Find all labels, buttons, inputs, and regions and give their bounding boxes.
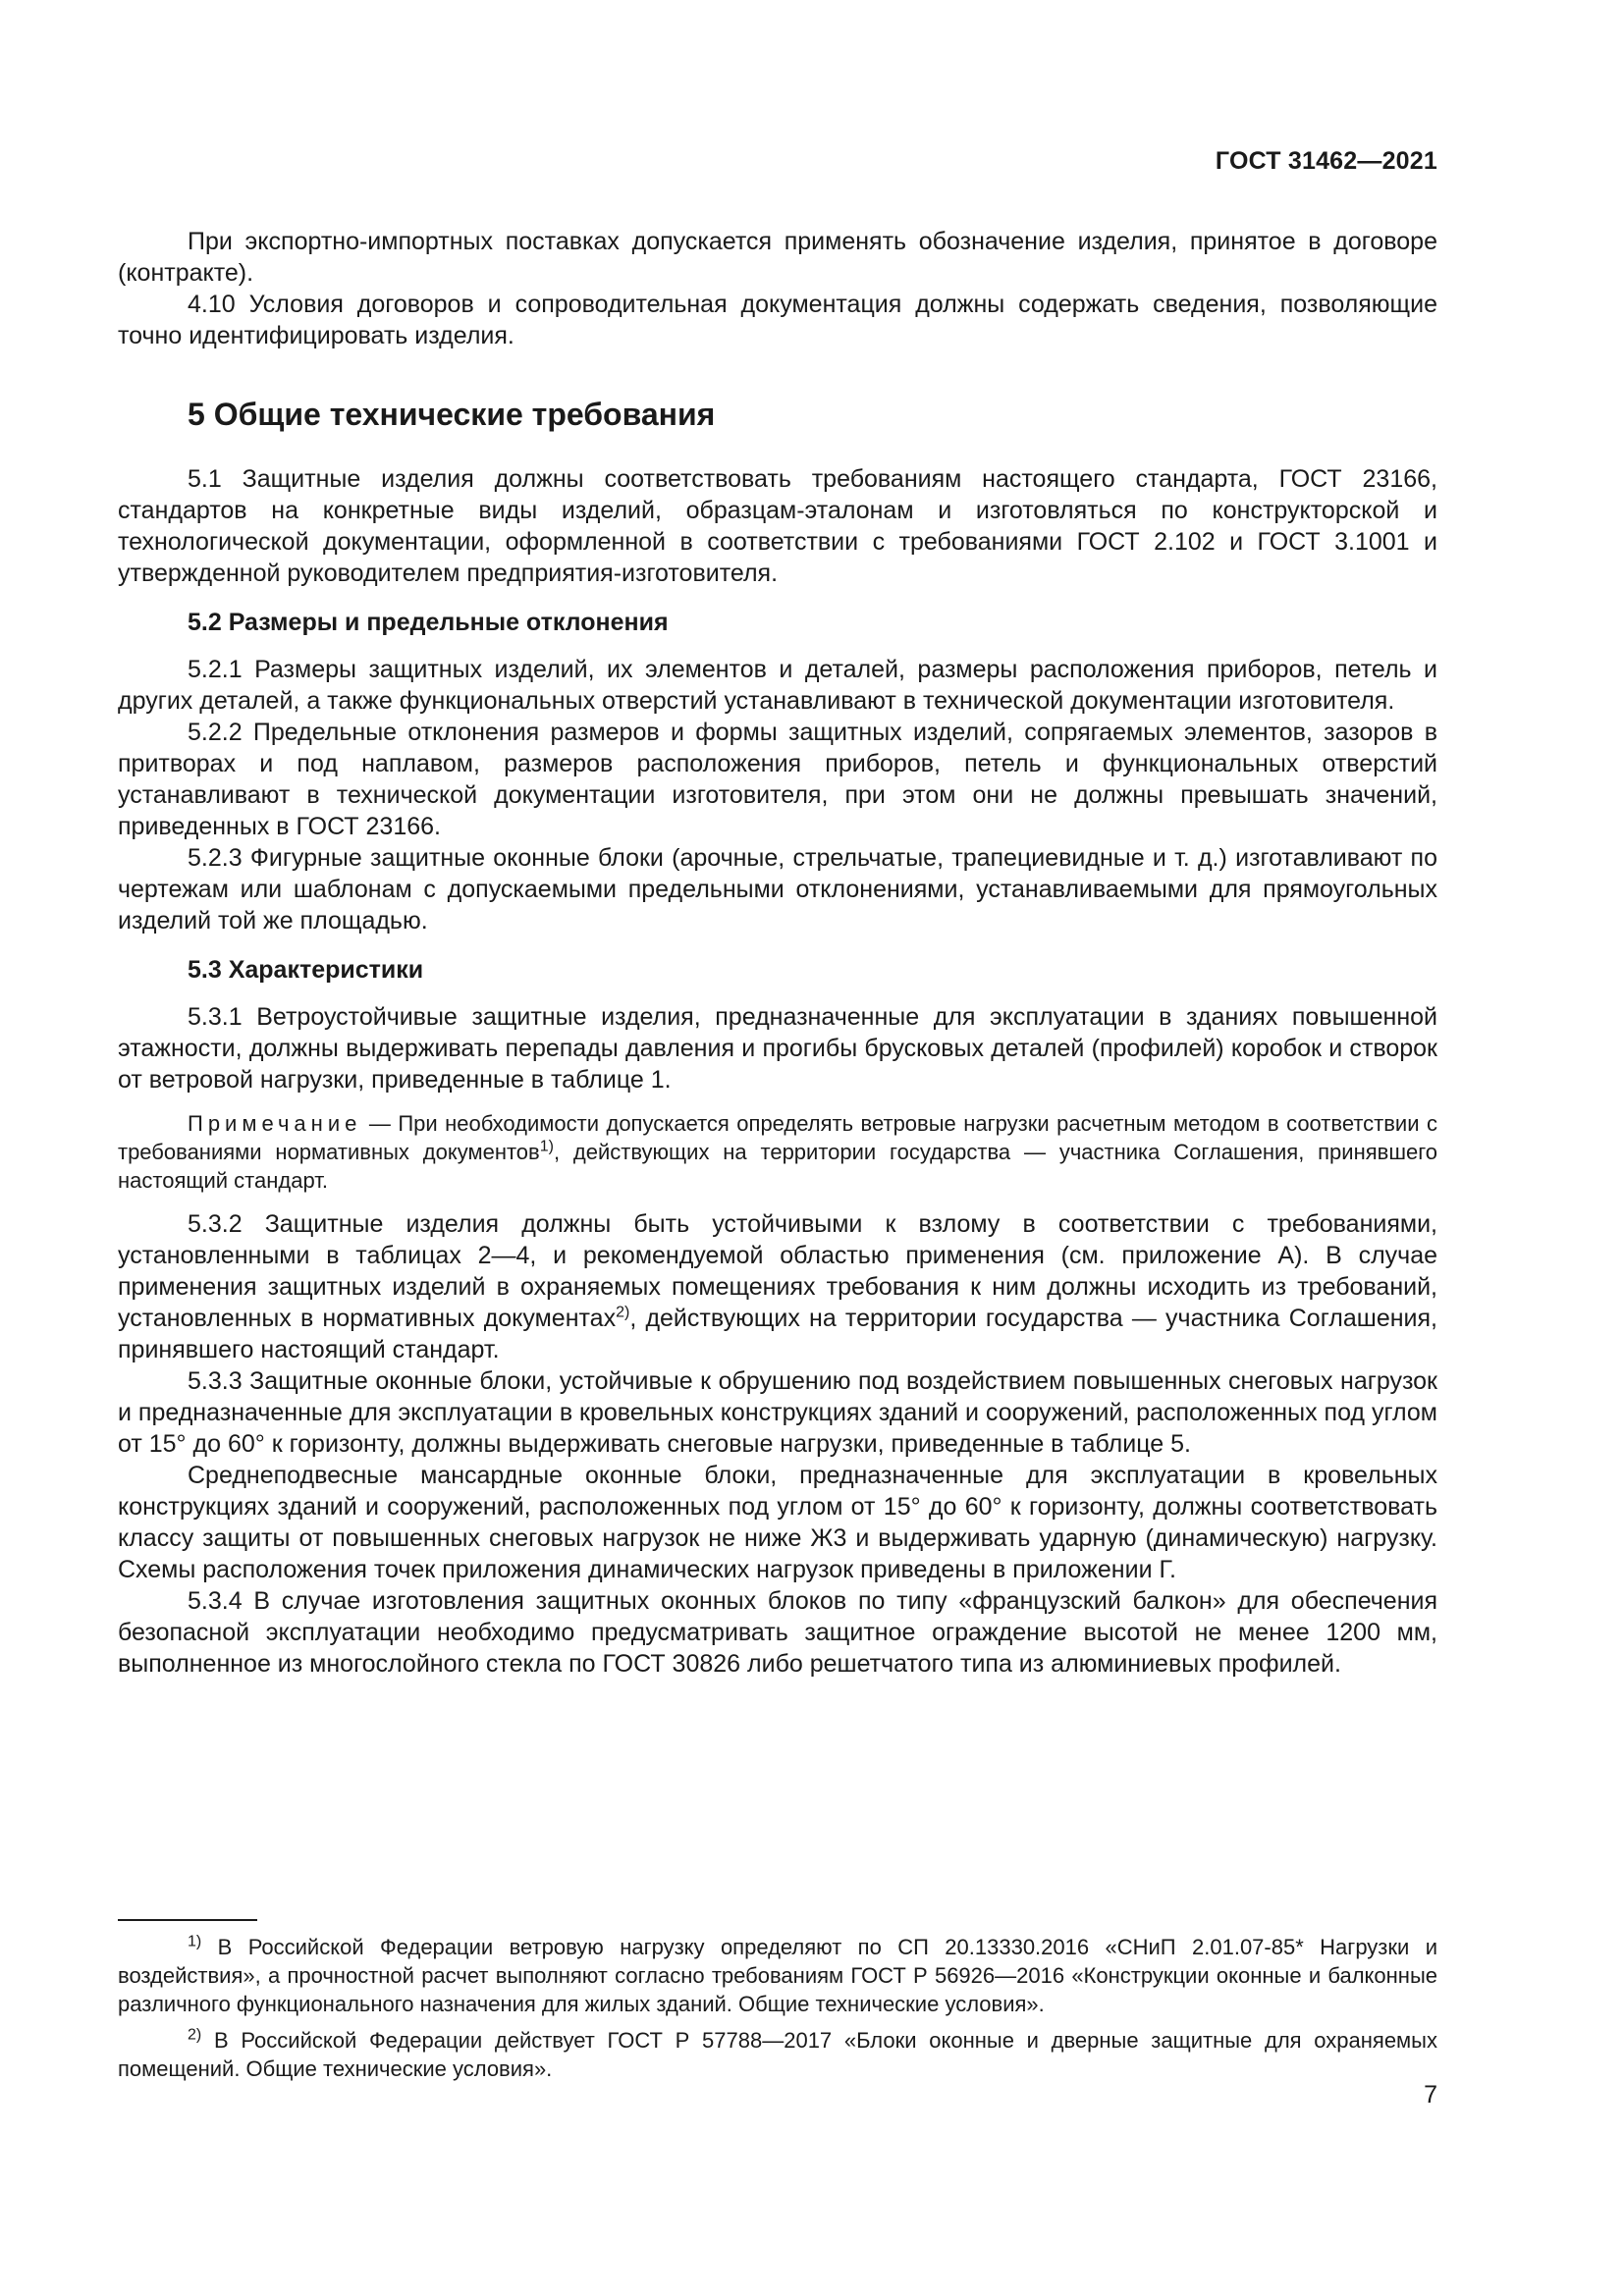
section-5-2-heading: 5.2 Размеры и предельные отклонения xyxy=(188,609,669,636)
footnote-2-text: В Российской Федерации действует ГОСТ Р 57788—2017 «Блоки оконные и дверные защитные для охраняемых помещений. Общие технические условия». xyxy=(118,2028,1437,2081)
paragraph-5-3-2-text-a: 5.3.2 Защитные изделия должны быть устойчивыми к взлому в соответствии с требованиями, установленными в таблицах 2—4, и рекомендуемой областью применения (см. приложение А). В случае применения защитных изделий в охраняемых помещениях требования к ним должны исходить из требований, установленных в нормативных документах xyxy=(118,1210,1437,1332)
document-body xyxy=(118,226,1437,1680)
paragraph-5-3-4: 5.3.4 В случае изготовления защитных оконных блоков по типу «французский балкон» для обеспечения безопасной эксплуатации необходимо предусматривать защитное ограждение высотой не менее 1200 мм, выполненное из многослойного стекла по ГОСТ 30826 либо решетчатого типа из алюминиевых профилей. xyxy=(118,1587,1437,1678)
note-paragraph xyxy=(118,1109,1437,1195)
footnotes xyxy=(118,1933,1437,2091)
paragraph-5-2-2: 5.2.2 Предельные отклонения размеров и формы защитных изделий, сопрягаемых элементов, зазоров в притворах и под наплавом, размеров расположения приборов, петель и функциональных отверстий устанавливают в технической документации изготовителя, при этом они не должны превышать значений, приведенных в ГОСТ 23166. xyxy=(118,719,1437,840)
footnote-separator xyxy=(118,1919,257,1921)
paragraph-mansard: Среднеподвесные мансардные оконные блоки, предназначенные для эксплуатации в кровельных конструкциях зданий и сооружений, расположенных под углом от 15° до 60° к горизонту, должны соответствовать классу защиты от повышенных снеговых нагрузок не ниже Ж3 и выдерживать ударную (динамическую) нагрузку. Схемы расположения точек приложения динамических нагрузок приведены в приложении Г. xyxy=(118,1462,1437,1583)
footnote-2 xyxy=(118,2026,1437,2083)
paragraph-5-3-2 xyxy=(118,1208,1437,1365)
footnote-1-mark: 1) xyxy=(188,1933,202,1950)
footnote-1-text: В Российской Федерации ветровую нагрузку определяют по СП 20.13330.2016 «СНиП 2.01.07-85* Нагрузки и воздействия», а прочностной расчет выполняют согласно требованиям ГОСТ Р 56926—2016 «Конструкции оконные и балконные различного функционального назначения для жилых зданий. Общие технические условия». xyxy=(118,1935,1437,2016)
paragraph-5-3-2-text-b: , действующих на территории государства — участника Соглашения, принявшего настоящий стандарт. xyxy=(118,1305,1437,1363)
document-code-header: ГОСТ 31462—2021 xyxy=(1215,147,1437,175)
paragraph-export: При экспортно-импортных поставках допускается применять обозначение изделия, принятое в договоре (контракте). xyxy=(118,228,1437,287)
section-5-heading: 5 Общие технические требования xyxy=(188,397,716,432)
paragraph-5-3-1: 5.3.1 Ветроустойчивые защитные изделия, предназначенные для эксплуатации в зданиях повышенной этажности, должны выдерживать перепады давления и прогибы брусковых деталей (профилей) коробок и створок от ветровой нагрузки, приведенные в таблице 1. xyxy=(118,1003,1437,1094)
note-label: Примечание xyxy=(188,1111,362,1136)
page-number: 7 xyxy=(1424,2081,1437,2109)
paragraph-4-10: 4.10 Условия договоров и сопроводительная документация должны содержать сведения, позволяющие точно идентифицировать изделия. xyxy=(118,291,1437,349)
note-text-b: , действующих на территории государства — участника Соглашения, принявшего настоящий стандарт. xyxy=(118,1140,1437,1193)
paragraph-5-1: 5.1 Защитные изделия должны соответствовать требованиям настоящего стандарта, ГОСТ 23166, стандартов на конкретные виды изделий, образцам-эталонам и изготовляться по конструкторской и технологической документации, оформленной в соответствии с требованиями ГОСТ 2.102 и ГОСТ 3.1001 и утвержденной руководителем предприятия-изготовителя. xyxy=(118,465,1437,587)
note-text-a: — При необходимости допускается определять ветровые нагрузки расчетным методом в соответствии с требованиями нормативных документов xyxy=(118,1111,1437,1164)
paragraph-5-2-3: 5.2.3 Фигурные защитные оконные блоки (арочные, стрельчатые, трапециевидные и т. д.) изготавливают по чертежам или шаблонам с допускаемыми предельными отклонениями, устанавливаемыми для прямоугольных изделий той же площадью. xyxy=(118,844,1437,934)
paragraph-5-3-3: 5.3.3 Защитные оконные блоки, устойчивые к обрушению под воздействием повышенных снеговых нагрузок и предназначенные для эксплуатации в кровельных конструкциях зданий и сооружений, расположенных под углом от 15° до 60° к горизонту, должны выдерживать снеговые нагрузки, приведенные в таблице 5. xyxy=(118,1367,1437,1458)
footnote-2-mark: 2) xyxy=(188,2026,202,2044)
paragraph-5-3-2-footnote-ref: 2) xyxy=(616,1304,630,1321)
paragraph-5-2-1: 5.2.1 Размеры защитных изделий, их элементов и деталей, размеры расположения приборов, петель и других деталей, а также функциональных отверстий устанавливают в технической документации изготовителя. xyxy=(118,656,1437,715)
note-footnote-ref: 1) xyxy=(539,1138,554,1155)
footnote-1 xyxy=(118,1933,1437,2018)
note-block xyxy=(118,1109,1437,1195)
section-5-3-heading: 5.3 Характеристики xyxy=(188,956,424,984)
